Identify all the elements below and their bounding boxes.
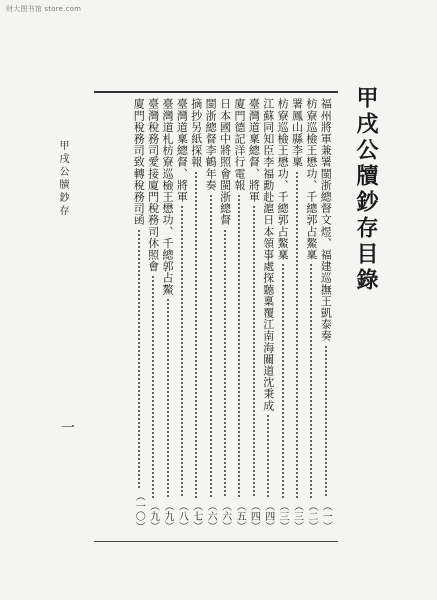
toc-entry-title: 署鳳山縣李稟 — [290, 98, 304, 168]
toc-entry-title: 枋寮巡檢王懋功、千總郭占鰲稟 — [276, 98, 290, 261]
toc-entry — [189, 98, 203, 532]
page-title: 甲戌公牘鈔存目錄 — [353, 86, 379, 294]
watermark-text: 财大图书馆 store.com — [6, 5, 82, 13]
toc-entry-title: 閩浙總督李鶴年奏 — [204, 98, 218, 191]
toc-entry-page: （三） — [291, 501, 303, 532]
toc-entry-page: （四） — [248, 501, 260, 532]
toc-entry — [218, 98, 232, 532]
table-of-contents — [132, 98, 333, 532]
toc-dot-leader — [167, 298, 169, 498]
toc-entry-page: （八） — [176, 501, 188, 532]
toc-entry-title: 枋寮巡檢王懋功、千總郭占鰲稟 — [304, 98, 318, 261]
page-number: 一 — [59, 420, 75, 434]
toc-entry — [275, 98, 289, 532]
toc-entry-page: （一） — [320, 501, 332, 532]
toc-entry — [290, 98, 304, 532]
toc-entry-title: 江蘇同知臣李福勳赴滬日本領事處探聽稟覆江南海關道沈秉成 — [261, 98, 275, 412]
toc-entry-page: （一〇） — [133, 491, 145, 532]
toc-dot-leader — [181, 205, 183, 498]
toc-dot-leader — [210, 194, 212, 499]
toc-entry-title: 福州將軍兼署閩浙總督文煜、福建巡撫王凱泰奏 — [319, 98, 333, 342]
toc-entry-page: （四） — [262, 501, 274, 532]
toc-entry-title: 廈門稅務司致轉稅務司函 — [132, 98, 146, 226]
toc-dot-leader — [325, 345, 327, 499]
toc-dot-leader — [152, 275, 154, 498]
toc-entry-title: 臺灣道稟總督、將軍 — [175, 98, 189, 203]
toc-dot-leader — [138, 229, 140, 489]
toc-entry — [203, 98, 217, 532]
toc-dot-leader — [267, 414, 269, 498]
toc-entry — [261, 98, 275, 532]
toc-dot-leader — [253, 205, 255, 498]
toc-entry-title: 臺灣稅務司愛接廈門稅務司休照會 — [146, 98, 160, 272]
toc-entry-title: 廈門德記洋行電報 — [232, 98, 246, 191]
toc-dot-leader — [238, 194, 240, 499]
toc-entry — [304, 98, 318, 532]
toc-entry-page: （九） — [147, 501, 159, 532]
toc-entry — [247, 98, 261, 532]
bottom-rule — [94, 541, 338, 542]
toc-entry-page: （七） — [190, 501, 202, 532]
toc-entry-page: （六） — [205, 501, 217, 532]
toc-entry — [319, 98, 333, 532]
top-rule — [94, 91, 338, 93]
toc-entry-title: 日本國中將照會閩浙總督 — [218, 98, 232, 226]
spine-title: 甲戌公牘鈔存 — [57, 140, 68, 218]
toc-dot-leader — [310, 263, 312, 498]
toc-entry — [175, 98, 189, 532]
toc-entry — [132, 98, 146, 532]
toc-entry-title: 臺灣道稟總督、將軍 — [247, 98, 261, 203]
toc-entry-title: 臺灣道札枋寮巡檢王懋功、千總郭占鰲 — [161, 98, 174, 296]
toc-dot-leader — [282, 263, 284, 498]
toc-entry-title: 摘抄另紙探報 — [189, 98, 203, 168]
toc-dot-leader — [296, 171, 298, 499]
toc-entry-page: （三） — [277, 501, 289, 532]
toc-entry-page: （六） — [219, 501, 231, 532]
toc-dot-leader — [224, 229, 226, 499]
toc-entry — [232, 98, 246, 532]
toc-entry-page: （二） — [305, 501, 317, 532]
toc-entry — [146, 98, 160, 532]
toc-entry-page: （五） — [233, 501, 245, 532]
toc-entry — [160, 98, 174, 532]
toc-entry-page: （九） — [162, 501, 173, 532]
toc-dot-leader — [195, 171, 197, 499]
